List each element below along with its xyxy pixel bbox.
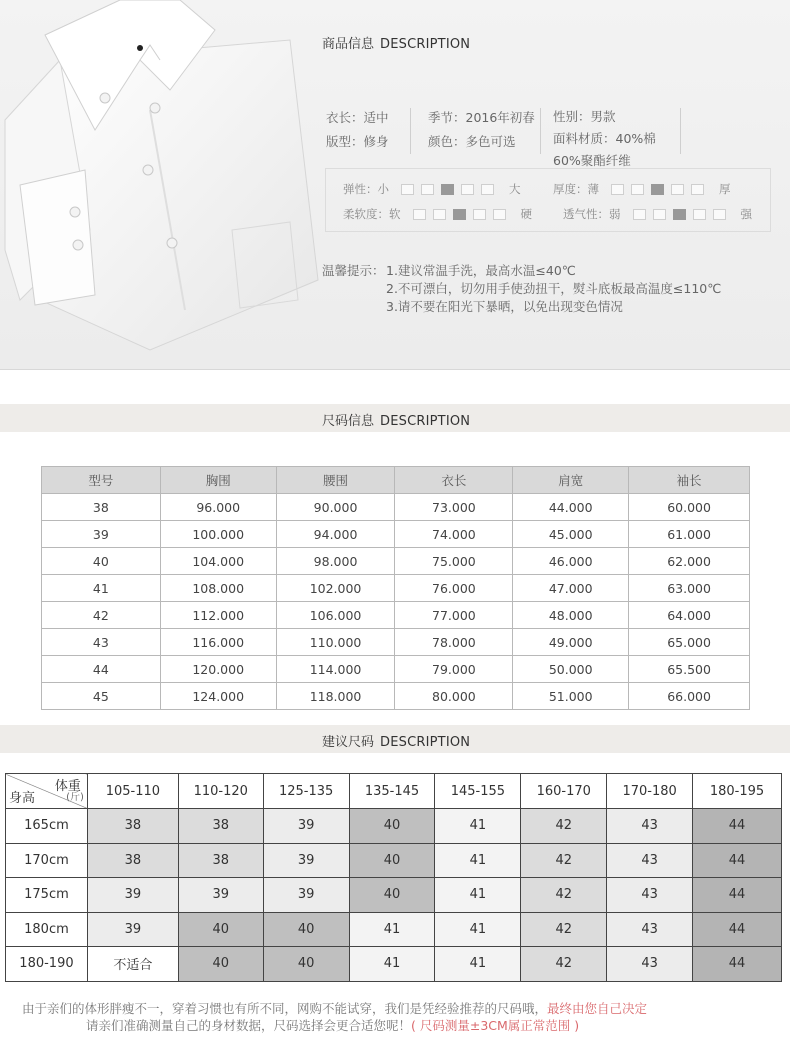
- recommended-size-cell: 43: [607, 947, 693, 982]
- rating-marker: [433, 209, 446, 220]
- size-value-cell: 116.000: [160, 629, 276, 656]
- size-model-cell: 43: [42, 629, 161, 656]
- weight-range-header: 110-120: [178, 774, 263, 809]
- recommended-size-cell: 40: [349, 843, 435, 878]
- recommended-size-cell: 40: [263, 912, 349, 947]
- size-column-header: 衣长: [395, 467, 513, 494]
- size-value-cell: 96.000: [160, 494, 276, 521]
- size-info-bar: [0, 404, 790, 432]
- size-info-heading: 尺码信息 DESCRIPTION: [322, 414, 471, 429]
- rating-end-label: 厚: [719, 182, 731, 196]
- recommended-size-cell: 42: [521, 947, 607, 982]
- table-row: [42, 494, 750, 521]
- spec-length: 衣长：适中: [326, 110, 389, 125]
- recommended-size-cell: 42: [521, 912, 607, 947]
- height-label: 身高: [9, 791, 36, 806]
- size-value-cell: 73.000: [395, 494, 513, 521]
- height-cell: 180-190: [6, 947, 88, 982]
- table-row: [6, 912, 782, 947]
- table-row: [42, 629, 750, 656]
- size-model-cell: 42: [42, 602, 161, 629]
- recommended-size-cell: 39: [87, 912, 178, 947]
- size-table: [41, 466, 750, 710]
- rating-marker-active: [441, 184, 454, 195]
- recommended-size-cell: 44: [693, 947, 782, 982]
- size-value-cell: 104.000: [160, 548, 276, 575]
- size-value-cell: 80.000: [395, 683, 513, 710]
- recommended-size-cell: 41: [435, 912, 521, 947]
- size-value-cell: 110.000: [276, 629, 395, 656]
- recommended-size-cell: 41: [349, 947, 435, 982]
- size-value-cell: 118.000: [276, 683, 395, 710]
- recommended-size-cell: 44: [693, 912, 782, 947]
- rating-marker: [633, 209, 646, 220]
- recommended-size-cell: 40: [178, 912, 263, 947]
- recommended-size-cell: 40: [178, 947, 263, 982]
- care-tips: [322, 262, 721, 316]
- rating-marker: [493, 209, 506, 220]
- table-corner: [6, 774, 88, 809]
- rating-thickness: [553, 182, 731, 196]
- weight-range-header: 170-180: [607, 774, 693, 809]
- rating-breathability: [563, 207, 752, 221]
- size-column-header: 胸围: [160, 467, 276, 494]
- product-info-heading: 商品信息 DESCRIPTION: [322, 37, 471, 52]
- recommended-size-cell: 44: [693, 878, 782, 913]
- size-value-cell: 108.000: [160, 575, 276, 602]
- rating-marker-active: [673, 209, 686, 220]
- rating-marker: [713, 209, 726, 220]
- recommended-size-cell: 42: [521, 843, 607, 878]
- size-value-cell: 112.000: [160, 602, 276, 629]
- recommended-size-cell: 44: [693, 843, 782, 878]
- size-value-cell: 76.000: [395, 575, 513, 602]
- spec-material: 面料材质：40%棉: [553, 131, 656, 146]
- table-row: [6, 878, 782, 913]
- height-cell: 175cm: [6, 878, 88, 913]
- weight-range-header: 125-135: [263, 774, 349, 809]
- recommend-heading: 建议尺码 DESCRIPTION: [322, 735, 471, 750]
- size-value-cell: 106.000: [276, 602, 395, 629]
- recommended-size-cell: 42: [521, 809, 607, 844]
- product-info-panel: [0, 0, 790, 370]
- table-row: [6, 843, 782, 878]
- divider: [540, 108, 541, 154]
- care-label: 温馨提示：: [322, 263, 385, 278]
- size-value-cell: 46.000: [513, 548, 629, 575]
- recommended-size-cell: 42: [521, 878, 607, 913]
- size-value-cell: 79.000: [395, 656, 513, 683]
- size-model-cell: 38: [42, 494, 161, 521]
- size-column-header: 腰围: [276, 467, 395, 494]
- size-value-cell: 65.500: [629, 656, 750, 683]
- rating-marker: [671, 184, 684, 195]
- weight-range-header: 105-110: [87, 774, 178, 809]
- recommended-size-cell: 39: [178, 878, 263, 913]
- recommended-size-cell: 43: [607, 809, 693, 844]
- rating-marker: [631, 184, 644, 195]
- weight-range-header: 160-170: [521, 774, 607, 809]
- size-value-cell: 48.000: [513, 602, 629, 629]
- care-tip: 3.请不要在阳光下暴晒，以免出现变色情况: [386, 299, 623, 314]
- recommended-size-cell: 41: [435, 809, 521, 844]
- recommended-size-cell: 41: [349, 912, 435, 947]
- rating-label: 弹性：小: [343, 182, 389, 196]
- rating-marker: [611, 184, 624, 195]
- recommended-size-cell: 41: [435, 843, 521, 878]
- size-model-cell: 41: [42, 575, 161, 602]
- divider: [410, 108, 411, 154]
- rating-elasticity: [343, 182, 521, 196]
- recommended-size-cell: 43: [607, 843, 693, 878]
- size-column-header: 袖长: [629, 467, 750, 494]
- recommended-size-cell: 38: [87, 843, 178, 878]
- rating-label: 透气性：弱: [563, 207, 621, 221]
- size-note-1: 由于亲们的体形胖瘦不一，穿着习惯也有所不同，网购不能试穿，我们是凭经验推荐的尺码哦，最终由您自己决定: [22, 1001, 648, 1016]
- recommended-size-cell: 41: [435, 947, 521, 982]
- recommended-size-cell: 38: [178, 843, 263, 878]
- spec-gender: 性别：男款: [553, 109, 616, 124]
- size-value-cell: 65.000: [629, 629, 750, 656]
- recommended-size-cell: 40: [349, 878, 435, 913]
- attribute-ratings: [325, 168, 771, 232]
- rating-marker: [691, 184, 704, 195]
- size-column-header: 型号: [42, 467, 161, 494]
- size-column-header: 肩宽: [513, 467, 629, 494]
- rating-marker: [413, 209, 426, 220]
- height-cell: 180cm: [6, 912, 88, 947]
- rating-marker-active: [453, 209, 466, 220]
- table-row: [42, 521, 750, 548]
- weight-unit: (斤): [66, 792, 84, 803]
- rating-marker-active: [651, 184, 664, 195]
- rating-marker: [473, 209, 486, 220]
- size-value-cell: 49.000: [513, 629, 629, 656]
- rating-label: 厚度：薄: [553, 182, 599, 196]
- weight-range-header: 145-155: [435, 774, 521, 809]
- recommend-bar: [0, 725, 790, 753]
- spec-season: 季节：2016年初春: [428, 110, 535, 125]
- size-value-cell: 66.000: [629, 683, 750, 710]
- rating-softness: [343, 207, 532, 221]
- recommended-size-cell: 不适合: [87, 947, 178, 982]
- weight-label: 体重: [54, 779, 81, 794]
- recommended-size-cell: 39: [87, 878, 178, 913]
- height-cell: 170cm: [6, 843, 88, 878]
- recommended-size-cell: 44: [693, 809, 782, 844]
- size-value-cell: 50.000: [513, 656, 629, 683]
- rating-marker: [401, 184, 414, 195]
- recommended-size-cell: 38: [87, 809, 178, 844]
- rating-end-label: 硬: [520, 207, 532, 221]
- weight-range-header: 135-145: [349, 774, 435, 809]
- recommended-size-cell: 41: [435, 878, 521, 913]
- table-row: [42, 602, 750, 629]
- weight-range-header: 180-195: [693, 774, 782, 809]
- table-row: [42, 683, 750, 710]
- care-tip: 2.不可漂白，切勿用手使劲扭干，熨斗底板最高温度≤110℃: [386, 281, 722, 296]
- size-model-cell: 40: [42, 548, 161, 575]
- rating-marker: [693, 209, 706, 220]
- spec-material-2: 60%聚酯纤维: [553, 153, 631, 168]
- size-value-cell: 51.000: [513, 683, 629, 710]
- size-note-2: 请亲们准确测量自己的身材数据，尺码选择会更合适您呢！( 尺码测量±3CM属正常范围 ): [86, 1018, 580, 1033]
- size-model-cell: 39: [42, 521, 161, 548]
- recommended-size-cell: 40: [349, 809, 435, 844]
- spec-column-2: [428, 106, 535, 154]
- height-cell: 165cm: [6, 809, 88, 844]
- rating-marker: [653, 209, 666, 220]
- spec-color: 颜色：多色可选: [428, 134, 516, 149]
- spec-fit: 版型：修身: [326, 134, 389, 149]
- size-value-cell: 90.000: [276, 494, 395, 521]
- size-value-cell: 75.000: [395, 548, 513, 575]
- size-value-cell: 120.000: [160, 656, 276, 683]
- table-row: [6, 947, 782, 982]
- care-tip: 1.建议常温手洗，最高水温≤40℃: [386, 263, 576, 278]
- size-value-cell: 44.000: [513, 494, 629, 521]
- recommended-size-cell: 43: [607, 878, 693, 913]
- size-value-cell: 124.000: [160, 683, 276, 710]
- size-value-cell: 74.000: [395, 521, 513, 548]
- size-value-cell: 60.000: [629, 494, 750, 521]
- table-row: [42, 548, 750, 575]
- rating-end-label: 大: [509, 182, 521, 196]
- size-value-cell: 114.000: [276, 656, 395, 683]
- table-row: [6, 809, 782, 844]
- recommended-size-cell: 40: [263, 947, 349, 982]
- recommended-size-cell: 39: [263, 878, 349, 913]
- spec-column-3: [553, 106, 656, 172]
- size-value-cell: 98.000: [276, 548, 395, 575]
- size-model-cell: 45: [42, 683, 161, 710]
- rating-marker: [421, 184, 434, 195]
- rating-marker: [481, 184, 494, 195]
- divider: [680, 108, 681, 154]
- recommend-table: [5, 773, 782, 982]
- size-model-cell: 44: [42, 656, 161, 683]
- size-value-cell: 47.000: [513, 575, 629, 602]
- size-value-cell: 63.000: [629, 575, 750, 602]
- rating-end-label: 强: [740, 207, 752, 221]
- recommended-size-cell: 38: [178, 809, 263, 844]
- size-value-cell: 77.000: [395, 602, 513, 629]
- recommended-size-cell: 39: [263, 843, 349, 878]
- size-value-cell: 45.000: [513, 521, 629, 548]
- size-value-cell: 94.000: [276, 521, 395, 548]
- recommended-size-cell: 43: [607, 912, 693, 947]
- size-value-cell: 62.000: [629, 548, 750, 575]
- rating-marker: [461, 184, 474, 195]
- rating-label: 柔软度：软: [343, 207, 401, 221]
- size-value-cell: 61.000: [629, 521, 750, 548]
- table-row: [42, 656, 750, 683]
- recommended-size-cell: 39: [263, 809, 349, 844]
- spec-column-1: [326, 106, 389, 154]
- size-value-cell: 64.000: [629, 602, 750, 629]
- size-value-cell: 100.000: [160, 521, 276, 548]
- table-row: [42, 575, 750, 602]
- size-value-cell: 78.000: [395, 629, 513, 656]
- white-shirt-photo: [0, 0, 320, 362]
- size-value-cell: 102.000: [276, 575, 395, 602]
